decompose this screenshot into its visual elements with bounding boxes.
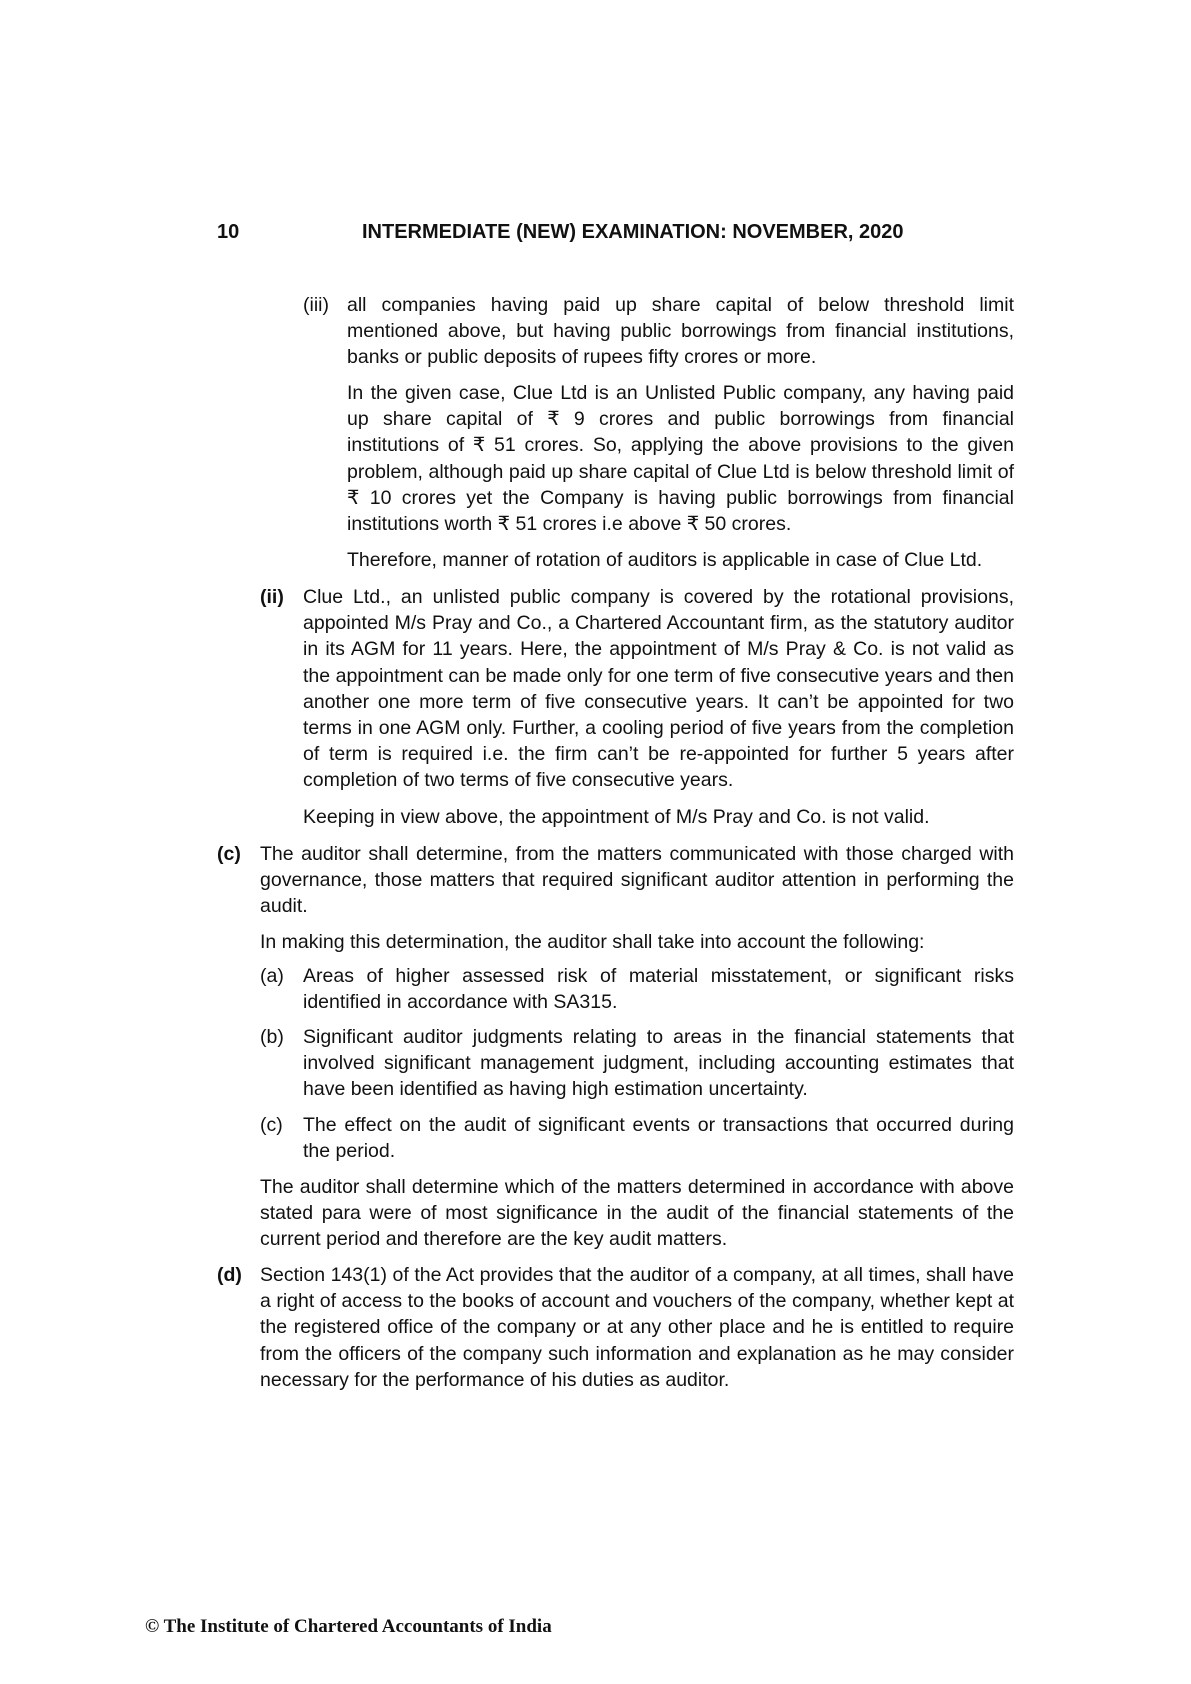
- section-c-text: The auditor shall determine, from the matters communicated with those charged with governance, those matters that required significant auditor attention in performing the audit.: [260, 843, 1014, 918]
- page-number: 10: [217, 221, 240, 243]
- section-c-paragraph-1: In making this determination, the auditor shall take into account the following:: [260, 931, 925, 953]
- section-c-item-a-text: Areas of higher assessed risk of material misstatement, or significant risks identified in accordance with SA315.: [303, 965, 1014, 1014]
- section-d-label: (d): [217, 1264, 242, 1286]
- section-c-item-b-text: Significant auditor judgments relating to areas in the financial statements that involved significant management judgment, including accounting estimates that have been identified as having high estimation uncertainty.: [303, 1026, 1014, 1101]
- section-c-item-a-label: (a): [260, 965, 284, 987]
- section-c-item-c-text: The effect on the audit of significant events or transactions that occurred during the period.: [303, 1114, 1014, 1163]
- page-title: INTERMEDIATE (NEW) EXAMINATION: NOVEMBER, 2020: [362, 221, 904, 243]
- item-ii-label: (ii): [260, 586, 284, 608]
- item-iii-paragraph-2: Therefore, manner of rotation of auditors is applicable in case of Clue Ltd.: [347, 549, 983, 571]
- section-c-item-c-label: (c): [260, 1114, 283, 1136]
- item-iii-text: all companies having paid up share capital of below threshold limit mentioned above, but having public borrowings from financial institutions, banks or public deposits of rupees fifty crores or more.: [347, 294, 1014, 369]
- item-iii-paragraph-1: In the given case, Clue Ltd is an Unlisted Public company, any having paid up share capital of ₹ 9 crores and public borrowings from financial institutions of ₹ 51 crores. So, applying the above provisions to the given problem, although paid up share capital of Clue Ltd is below threshold limit of ₹ 10 crores yet the Company is having public borrowings from financial institutions worth ₹ 51 crores i.e above ₹ 50 crores.: [347, 382, 1014, 536]
- page-header: [0, 219, 1191, 245]
- section-c-item-b-label: (b): [260, 1026, 284, 1048]
- copyright-footer: © The Institute of Chartered Accountants of India: [145, 1616, 552, 1637]
- item-iii-label: (iii): [303, 294, 329, 316]
- section-d-text: Section 143(1) of the Act provides that the auditor of a company, at all times, shall have a right of access to the books of account and vouchers of the company, whether kept at the registered office of the company or at any other place and he is entitled to require from the officers of the company such information and explanation as he may consider necessary for the performance of his duties as auditor.: [260, 1264, 1014, 1391]
- item-ii-paragraph-1: Keeping in view above, the appointment of M/s Pray and Co. is not valid.: [303, 806, 930, 828]
- item-ii-text: Clue Ltd., an unlisted public company is covered by the rotational provisions, appointed M/s Pray and Co., a Chartered Accountant firm, as the statutory auditor in its AGM for 11 years. Here, the appointment of M/s Pray & Co. is not valid as the appointment can be made only for one term of five consecutive years and then another one more term of five consecutive years. It can’t be appointed for two terms in one AGM only. Further, a cooling period of five years from the completion of term is required i.e. the firm can’t be re-appointed for further 5 years after completion of two terms of five consecutive years.: [303, 586, 1014, 792]
- section-c-label: (c): [217, 843, 241, 865]
- section-c-paragraph-2: The auditor shall determine which of the matters determined in accordance with above stated para were of most significance in the audit of the financial statements of the current period and therefore are the key audit matters.: [260, 1176, 1014, 1251]
